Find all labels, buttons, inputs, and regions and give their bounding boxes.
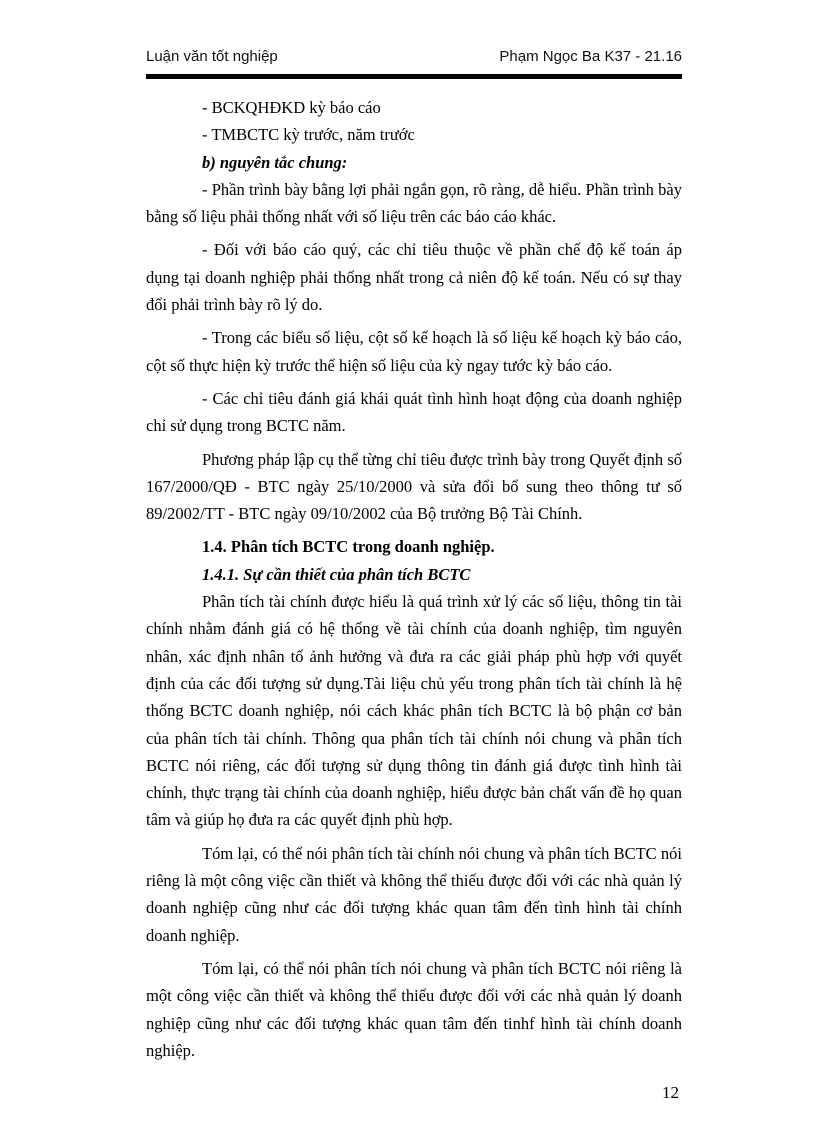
paragraph: Tóm lại, có thể nói phân tích nói chung và phân tích BCTC nói riêng là một công việc cần thiết và không thể thiếu được đối với các nhà quản lý doanh nghiệp cũng như các đối tượng khác quan tâm đến tinhf hình tài chính doanh nghiệp. xyxy=(146,958,682,1060)
list-item: - TMBCTC kỳ trước, năm trước xyxy=(202,125,415,145)
paragraph: Tóm lại, có thể nói phân tích tài chính nói chung và phân tích BCTC nói riêng là một công việc cần thiết và không thể thiếu được đối với các nhà quản lý doanh nghiệp cũng như các đối tượng khác quan tâm đến tình hình tài chính doanh nghiệp. xyxy=(146,843,682,945)
page-header xyxy=(146,48,682,72)
paragraph: Phương pháp lập cụ thể từng chỉ tiêu được trình bày trong Quyết định số 167/2000/QĐ - BTC ngày 25/10/2000 và sửa đổi bổ sung theo thông tư số 89/2002/TT - BTC ngày 09/10/2002 của Bộ trưởng Bộ Tài Chính. xyxy=(146,449,682,524)
header-divider xyxy=(146,74,682,79)
header-author: Phạm Ngọc Ba K37 - 21.16 xyxy=(499,48,682,65)
paragraph: - Đối với báo cáo quý, các chỉ tiêu thuộc về phần chế độ kế toán áp dụng tại doanh nghiệp phải thống nhất trong cả niên độ kế toán. Nếu có sự thay đổi phải trình bày rõ lý do. xyxy=(146,240,682,315)
paragraph: - Phần trình bày bằng lợi phải ngắn gọn, rõ ràng, dễ hiểu. Phần trình bày bằng số liệu phải thống nhất với số liệu trên các báo cáo khác. xyxy=(146,179,682,227)
list-item: - BCKQHĐKD kỳ báo cáo xyxy=(202,98,381,117)
page-number: 12 xyxy=(662,1083,679,1102)
paragraph: - Các chỉ tiêu đánh giá khái quát tình hình hoạt động của doanh nghiệp chỉ sử dụng trong BCTC năm. xyxy=(146,388,682,436)
paragraph: - Trong các biểu số liệu, cột số kế hoạch là số liệu kế hoạch kỳ báo cáo, cột số thực hiện kỳ trước thể hiện số liệu của kỳ ngay tước kỳ báo cáo. xyxy=(146,328,682,375)
subsection-heading: b) nguyên tắc chung: xyxy=(202,152,348,172)
document-body xyxy=(146,94,682,1064)
header-title: Luận văn tốt nghiệp xyxy=(146,48,278,65)
subsection-heading: 1.4.1. Sự cần thiết của phân tích BCTC xyxy=(202,564,471,584)
section-heading: 1.4. Phân tích BCTC trong doanh nghiệp. xyxy=(202,537,495,557)
paragraph: Phân tích tài chính được hiểu là quá trình xử lý các số liệu, thông tin tài chính nhằm đánh giá có hệ thống về tài chính của doanh nghiệp, tìm nguyên nhân, xác định nhân tố ảnh hưởng và đưa ra các giải pháp phù hợp với quyết định của các đối tượng sử dụng.Tài liệu chủ yếu trong phân tích tài chính là hệ thống BCTC doanh nghiệp, nói cách khác phân tích BCTC là bộ phận cơ bản của phân tích tài chính. Thông qua phân tích tài chính nói chung và phân tích BCTC nói riêng, các đối tượng sử dụng thông tin đánh giá được tình hình tài chính, thực trạng tài chính của doanh nghiệp, hiểu được bản chất vấn đề họ quan tâm và giúp họ đưa ra các quyết định phù hợp. xyxy=(146,592,682,830)
